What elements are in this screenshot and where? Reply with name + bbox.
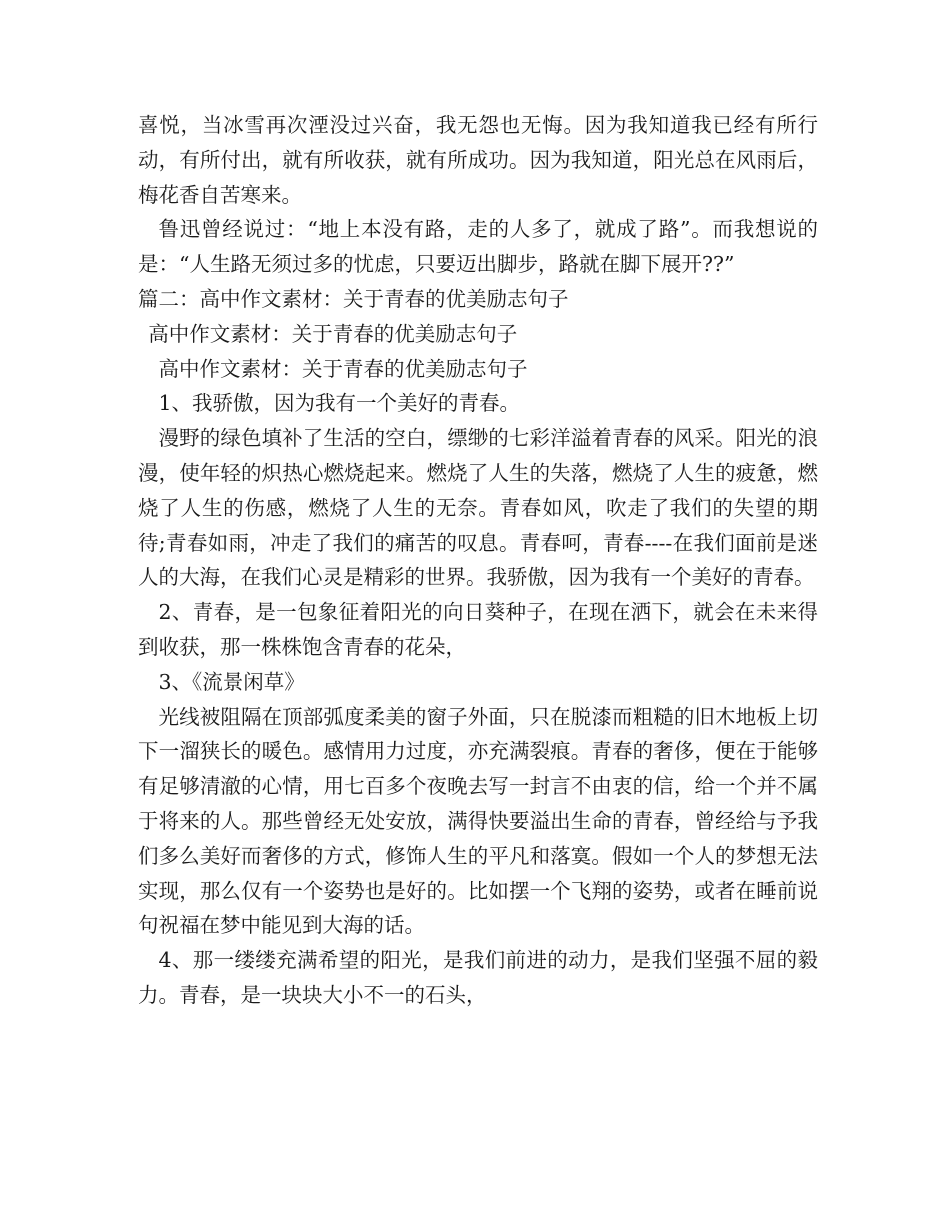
list-item-3-heading: 3、《流景闲草》 — [158, 669, 305, 694]
section-subtitle-2: 高中作文素材：关于青春的优美励志句子 — [158, 356, 528, 381]
document-body — [138, 108, 818, 1013]
section-subtitle-1: 高中作文素材：关于青春的优美励志句子 — [148, 321, 518, 346]
paragraph-luxun-quote: 鲁迅曾经说过：“地上本没有路，走的人多了，就成了路”。而我想说的是：“人生路无须过多的忧虑，只要迈出脚步，路就在脚下展开??” — [138, 217, 818, 277]
paragraph-item-3-body: 光线被阻隔在顶部弧度柔美的窗子外面，只在脱漆而粗糙的旧木地板上切下一溜狭长的暖色。感情用力过度，亦充满裂痕。青春的奢侈，便在于能够有足够清澈的心情，用七百多个夜晚去写一封言不由衷的信，给一个并不属于将来的人。那些曾经无处安放，满得快要溢出生命的青春，曾经给与予我们多么美好而奢侈的方式，修饰人生的平凡和落寞。假如一个人的梦想无法实现，那么仅有一个姿势也是好的。比如摆一个飞翔的姿势，或者在睡前说句祝福在梦中能见到大海的话。 — [138, 704, 818, 938]
list-item-4: 4、那一缕缕充满希望的阳光，是我们前进的动力，是我们坚强不屈的毅力。青春，是一块块大小不一的石头， — [138, 948, 818, 1007]
list-item-1-heading: 1、我骄傲，因为我有一个美好的青春。 — [158, 391, 521, 416]
list-item-2: 2、青春，是一包象征着阳光的向日葵种子，在现在洒下，就会在未来得到收获，那一株株饱含青春的花朵， — [138, 600, 818, 659]
section-title-part2: 篇二：高中作文素材：关于青春的优美励志句子 — [138, 286, 569, 311]
paragraph-intro-continuation: 喜悦，当冰雪再次湮没过兴奋，我无怨也无悔。因为我知道我已经有所行动，有所付出，就有所收获，就有所成功。因为我知道，阳光总在风雨后，梅花香自苦寒来。 — [138, 113, 818, 207]
paragraph-item-1-body: 漫野的绿色填补了生活的空白，缥缈的七彩洋溢着青春的风采。阳光的浪漫，使年轻的炽热心燃烧起来。燃烧了人生的失落，燃烧了人生的疲惫，燃烧了人生的伤感，燃烧了人生的无奈。青春如风，吹走了我们的失望的期待;青春如雨，冲走了我们的痛苦的叹息。青春呵，青春----在我们面前是迷人的大海，在我们心灵是精彩的世界。我骄傲，因为我有一个美好的青春。 — [138, 426, 818, 590]
